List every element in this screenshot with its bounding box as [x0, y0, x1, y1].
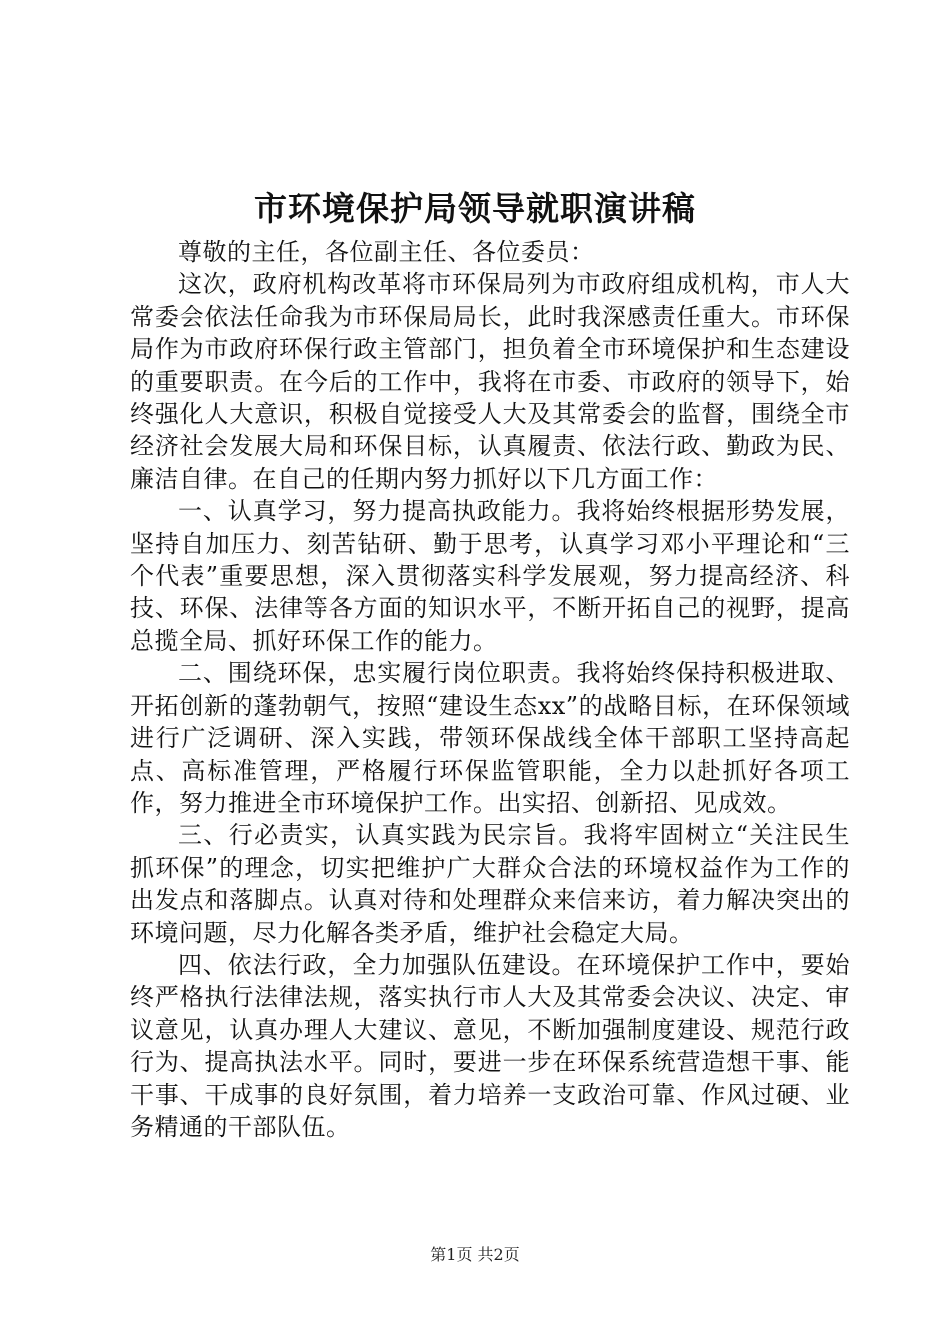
point-four-paragraph: 四、依法行政，全力加强队伍建设。在环境保护工作中，要始终严格执行法律法规，落实执行市人大及其常委会决议、决定、审议意见，认真办理人大建议、意见，不断加强制度建设、规范行政行为、提高执法水平。同时，要进一步在环保系统营造想干事、能干事、干成事的良好氛围，着力培养一支政治可靠、作风过硬、业务精通的干部队伍。	[130, 950, 850, 1141]
point-three-paragraph: 三、行必责实，认真实践为民宗旨。我将牢固树立“关注民生抓环保”的理念，切实把维护广大群众合法的环境权益作为工作的出发点和落脚点。认真对待和处理群众来信来访，着力解决突出的环境问题，尽力化解各类矛盾，维护社会稳定大局。	[130, 821, 850, 947]
salutation-paragraph: 尊敬的主任，各位副主任、各位委员：	[178, 238, 595, 266]
point-one-paragraph: 一、认真学习，努力提高执政能力。我将始终根据形势发展，坚持自加压力、刻苦钻研、勤于思考，认真学习邓小平理论和“三个代表”重要思想，深入贯彻落实科学发展观，努力提高经济、科技、环保、法律等各方面的知识水平，不断开拓自己的视野，提高总揽全局、抓好环保工作的能力。	[130, 497, 850, 655]
point-two-paragraph: 二、围绕环保，忠实履行岗位职责。我将始终保持积极进取、开拓创新的蓬勃朝气，按照“建设生态xx”的战略目标，在环保领域进行广泛调研、深入实践，带领环保战线全体干部职工坚持高起点、高标准管理，严格履行环保监管职能，全力以赴抓好各项工作，努力推进全市环境保护工作。出实招、创新招、见成效。	[130, 659, 850, 817]
intro-paragraph: 这次，政府机构改革将市环保局列为市政府组成机构，市人大常委会依法任命我为市环保局局长，此时我深感责任重大。市环保局作为市政府环保行政主管部门，担负着全市环境保护和生态建设的重要职责。在今后的工作中，我将在市委、市政府的领导下，始终强化人大意识，积极自觉接受人大及其常委会的监督，围绕全市经济社会发展大局和环保目标，认真履责、依法行政、勤政为民、廉洁自律。在自己的任期内努力抓好以下几方面工作：	[130, 270, 850, 493]
document-body	[130, 236, 850, 1143]
page-footer: 第1页 共2页	[430, 1245, 520, 1264]
document-title: 市环境保护局领导就职演讲稿	[254, 189, 696, 228]
